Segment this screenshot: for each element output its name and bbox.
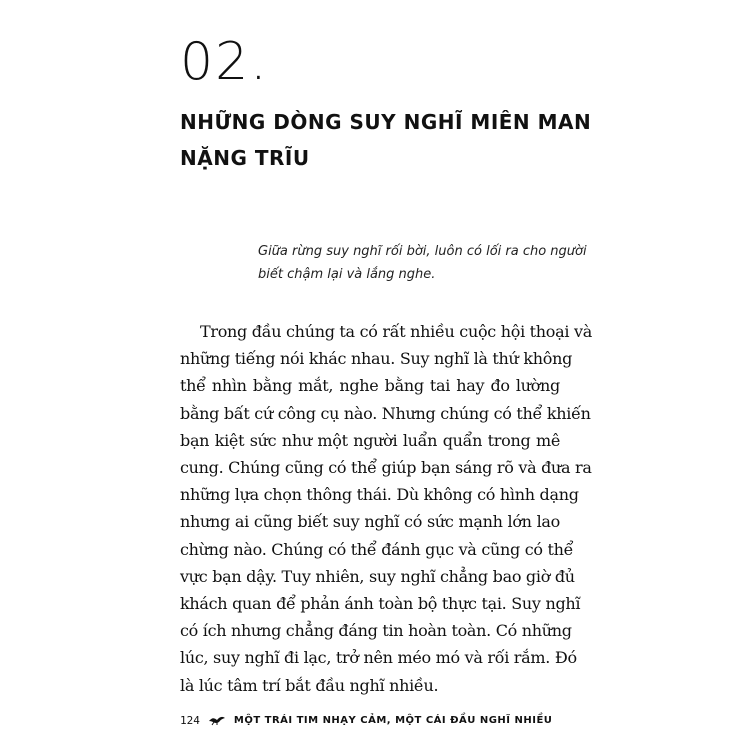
chapter-title-line: NHỮNG DÒNG SUY NGHĨ MIÊN MAN <box>180 110 592 134</box>
body-line: cung. Chúng cũng có thể giúp bạn sáng rõ và đưa ra <box>180 458 592 478</box>
chapter-title <box>180 104 592 176</box>
body-line: nhưng ai cũng biết suy nghĩ có sức mạnh lớn lao <box>180 512 560 532</box>
body-line: khách quan để phản ánh toàn bộ thực tại. Suy nghĩ <box>180 594 581 614</box>
chapter-title-line: NẶNG TRĨU <box>180 146 310 170</box>
body-line: thể nhìn bằng mắt, nghe bằng tai hay đo lường <box>180 376 560 396</box>
body-line: vực bạn dậy. Tuy nhiên, suy nghĩ chẳng bao giờ đủ <box>180 566 575 586</box>
epigraph-line: biết chậm lại và lắng nghe. <box>258 267 436 282</box>
body-paragraph <box>180 318 592 699</box>
page-number: 124 <box>180 713 200 727</box>
epigraph-line: Giữa rừng suy nghĩ rối bời, luôn có lối ra cho người <box>258 244 587 259</box>
body-line: những tiếng nói khác nhau. Suy nghĩ là thứ không <box>180 349 573 369</box>
epigraph <box>258 240 587 286</box>
book-title: MỘT TRÁI TIM NHẠY CẢM, MỘT CÁI ĐẦU NGHĨ NHIỀU <box>233 714 553 726</box>
bird-icon <box>208 714 226 726</box>
body-line: bạn kiệt sức như một người luẩn quẩn trong mê <box>180 430 560 450</box>
page-footer <box>180 712 552 728</box>
body-line: Trong đầu chúng ta có rất nhiều cuộc hội thoại và <box>200 322 592 341</box>
body-line: chừng nào. Chúng có thể đánh gục và cũng có thể <box>180 539 574 559</box>
body-line: những lựa chọn thông thái. Dù không có hình dạng <box>180 485 579 505</box>
body-line: lúc, suy nghĩ đi lạc, trở nên méo mó và rối rắm. Đó <box>180 648 577 668</box>
body-line: là lúc tâm trí bắt đầu nghĩ nhiều. <box>180 675 439 695</box>
body-line: bằng bất cứ công cụ nào. Nhưng chúng có thể khiến <box>180 403 591 423</box>
chapter-number: 02. <box>180 32 269 92</box>
body-line: có ích nhưng chẳng đáng tin hoàn toàn. Có những <box>180 621 572 641</box>
